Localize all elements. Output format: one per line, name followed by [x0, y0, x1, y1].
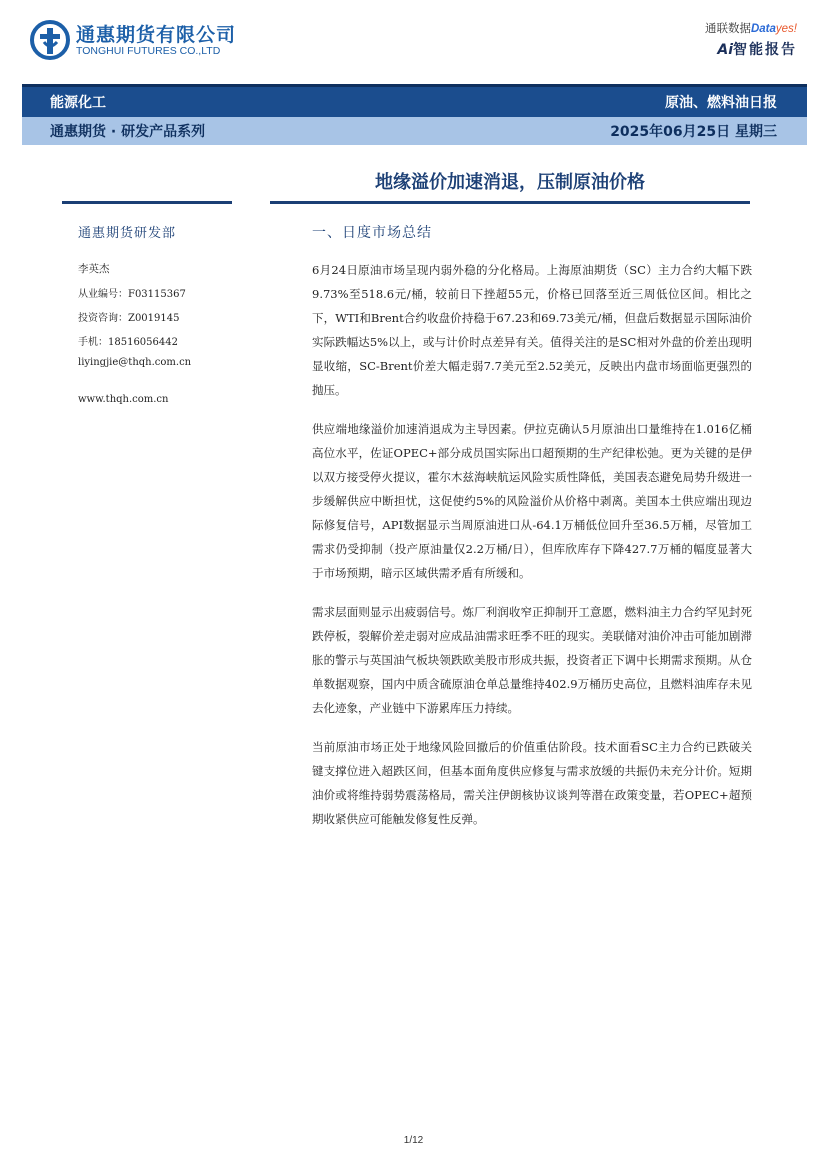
- series-label: 通惠期货 · 研发产品系列: [50, 124, 206, 140]
- company-name-en: TONGHUI FUTURES CO.,LTD: [76, 45, 221, 57]
- ai-report-label: [677, 39, 797, 59]
- company-logo-icon: [30, 20, 70, 60]
- ai-brand-data: Data: [750, 23, 776, 35]
- sector-label: 能源化工: [50, 95, 106, 111]
- report-body: [312, 258, 752, 846]
- cert-number: 从业编号：F03115367: [78, 289, 186, 300]
- body-paragraph: 需求层面则显示出疲弱信号。炼厂利润收窄正抑制开工意愿，燃料油主力合约罕见封死跌停板，裂解价差走弱对应成品油需求旺季不旺的现实。美联储对油价冲击可能加剧滞胀的警示与英国油气板块领跌欧美股市形成共振，投资者正下调中长期需求预期。从仓单数据观察，国内中质含硫原油仓单总量维持402.9万桶历史高位，且燃料油库存未见去化迹象，产业链中下游累库压力持续。: [312, 605, 752, 715]
- banner-bottom: [22, 117, 807, 145]
- ai-brand-yes: yes!: [775, 23, 797, 35]
- body-paragraph: 供应端地缘溢价加速消退成为主导因素。伊拉克确认5月原油出口量维持在1.016亿桶高位水平，佐证OPEC+部分成员国实际出口超预期的生产纪律松弛。更为关键的是伊以双方接受停火提议，霍尔木兹海峡航运风险实质性降低，美国表态避免局势升级进一步缓解供应中断担忧，这促使约5%的风险溢价从价格中剥离。美国本土供应端出现边际修复信号，API数据显示当周原油进口从-64.1万桶低位回升至36.5万桶，尽管加工需求仍受抑制（投产原油量仅2.2万桶/日），但库欣库存下降427.7万桶的幅度显著大于市场预期，暗示区域供需矛盾有所缓和。: [312, 422, 752, 580]
- report-title: 地缘溢价加速消退，压制原油价格: [375, 172, 645, 193]
- company-logo: [30, 18, 237, 62]
- ai-report-logo: [677, 20, 797, 62]
- title-divider: [270, 201, 750, 204]
- phone-number: 手机：18516056442: [78, 337, 178, 348]
- author-sidebar: [78, 222, 258, 405]
- sidebar-divider: [62, 201, 232, 204]
- body-paragraph: 当前原油市场正处于地缘风险回撤后的价值重估阶段。技术面看SC主力合约已跌破关键支撑位进入超跌区间，但基本面角度供应修复与需求放缓的共振仍未充分计价。短期油价或将维持弱势震荡格局，需关注伊朗核协议谈判等潜在政策变量，若OPEC+超预期收紧供应可能触发修复性反弹。: [312, 740, 752, 826]
- ai-mark: Ai: [717, 42, 733, 58]
- ai-brand-prefix: 通联数据: [704, 23, 751, 35]
- ai-report-text: 智能报告: [733, 42, 797, 58]
- department-name: 通惠期货研发部: [78, 226, 177, 241]
- ai-brand: [677, 20, 797, 36]
- consult-number: 投资咨询：Z0019145: [78, 313, 180, 324]
- analyst-name: 李英杰: [78, 263, 110, 275]
- report-date: 2025年06月25日 星期三: [610, 124, 777, 140]
- website-link[interactable]: www.thqh.com.cn: [78, 394, 169, 405]
- report-type: 原油、燃料油日报: [665, 95, 777, 111]
- page-number: 1/12: [403, 1135, 424, 1146]
- body-paragraph: 6月24日原油市场呈现内弱外稳的分化格局。上海原油期货（SC）主力合约大幅下跌9.73%至518.6元/桶，较前日下挫超55元，价格已回落至近三周低位区间。相比之下，WTI和Brent合约收盘价持稳于67.23和69.73美元/桶，但盘后数据显示国际油价实际跌幅达5%以上，或与计价时点差异有关。值得关注的是SC相对外盘的价差出现明显收缩，SC-Brent价差大幅走弱7.7美元至2.52美元，反映出内盘市场面临更强烈的抛压。: [312, 263, 752, 397]
- section-heading: 一、日度市场总结: [312, 225, 432, 241]
- company-name-cn: 通惠期货有限公司: [76, 24, 237, 46]
- email-link[interactable]: liyingjie@thqh.com.cn: [78, 357, 192, 368]
- banner-top: [22, 84, 807, 117]
